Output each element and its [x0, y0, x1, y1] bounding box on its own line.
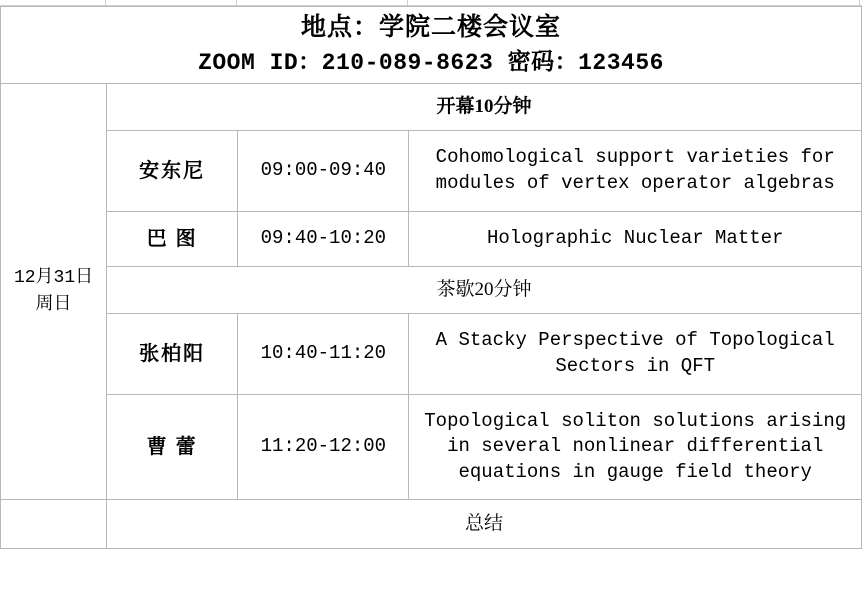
- speaker-name: 张柏阳: [107, 314, 238, 395]
- speaker-name: 安东尼: [107, 131, 238, 212]
- tea-break-row: [1, 267, 862, 314]
- date-value: 12月31日: [13, 268, 94, 289]
- banner-summary: 总结: [107, 500, 862, 549]
- weekday-value: 周日: [35, 294, 72, 315]
- zoom-line: ZOOM ID：210-089-8623 密码：123456: [198, 50, 664, 77]
- table-row: [1, 314, 862, 395]
- banner-opening: 开幕10分钟: [107, 84, 862, 131]
- talk-time: 09:40-10:20: [238, 212, 409, 267]
- venue-line: 地点：学院二楼会议室: [300, 13, 561, 41]
- table-row: [1, 212, 862, 267]
- opening-row: [1, 84, 862, 131]
- summary-row: [1, 500, 862, 549]
- banner-tea-break: 茶歇20分钟: [107, 267, 862, 314]
- empty-date-cell: [1, 500, 107, 549]
- speaker-name: 曹 蕾: [107, 395, 238, 500]
- talk-title: A Stacky Perspective of Topological Sectors in QFT: [409, 314, 862, 395]
- table-row: [1, 395, 862, 500]
- talk-time: 10:40-11:20: [238, 314, 409, 395]
- table-row: [1, 131, 862, 212]
- talk-title: Topological soliton solutions arising in several nonlinear differential equations in gauge field theory: [409, 395, 862, 500]
- date-cell: [1, 84, 107, 500]
- header-row: [1, 7, 862, 84]
- schedule-table: [0, 6, 862, 549]
- talk-title: Holographic Nuclear Matter: [409, 212, 862, 267]
- talk-time: 09:00-09:40: [238, 131, 409, 212]
- talk-time: 11:20-12:00: [238, 395, 409, 500]
- speaker-name: 巴 图: [107, 212, 238, 267]
- talk-title: Cohomological support varieties for modules of vertex operator algebras: [409, 131, 862, 212]
- header-cell: [1, 7, 862, 84]
